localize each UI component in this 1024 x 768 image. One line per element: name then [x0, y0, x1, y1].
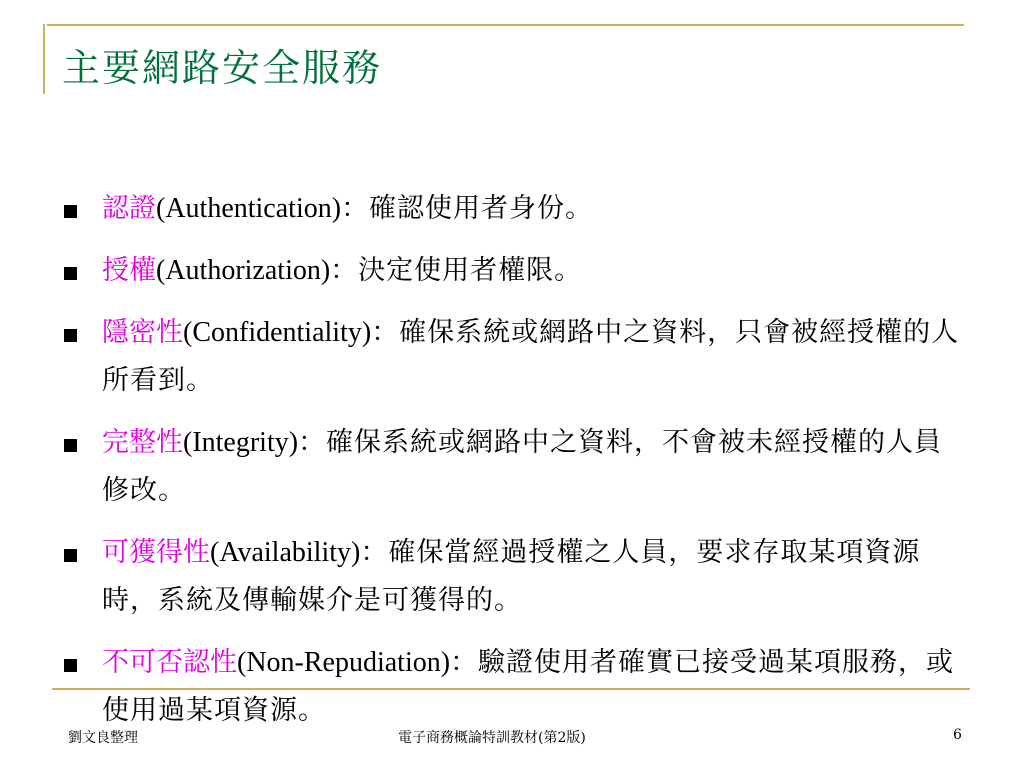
bullet-item-integrity	[62, 419, 962, 515]
square-bullet-icon	[64, 439, 77, 452]
bullet-description: ：確保系統或網路中之資料，只會被經授權的人所看到。	[102, 317, 960, 396]
footer-author: 劉文良整理	[68, 730, 138, 746]
bullet-description: ：確保系統或網路中之資料，不會被未經授權的人員修改。	[102, 427, 943, 506]
bullet-description: ：確認使用者身份。	[341, 193, 594, 224]
bullet-item-confidentiality	[62, 309, 962, 405]
footer-course-title: 電子商務概論特訓教材(第2版)	[398, 730, 586, 746]
bullet-description: ：確保當經過授權之人員，要求存取某項資源時，系統及傳輸媒介是可獲得的。	[102, 537, 921, 616]
bullet-term: 授權	[102, 255, 156, 286]
bullet-term: 隱密性	[102, 317, 183, 348]
bullet-term: 可獲得性	[102, 537, 210, 568]
square-bullet-icon	[64, 659, 77, 672]
bullet-item-availability	[62, 529, 962, 625]
bullet-description: ：決定使用者權限。	[330, 255, 583, 286]
bullet-term: 完整性	[102, 427, 183, 458]
bullet-item-non-repudiation	[62, 639, 962, 735]
slide-title: 主要網路安全服務	[62, 46, 383, 90]
page-number: 6	[953, 727, 962, 743]
bullet-english-term: (Authorization)	[156, 255, 331, 286]
bullet-english-term: (Authentication)	[156, 193, 342, 224]
bullet-english-term: (Availability)	[210, 537, 361, 568]
square-bullet-icon	[64, 205, 77, 218]
title-rule	[47, 24, 964, 26]
bullet-item-authorization	[62, 247, 962, 295]
bullet-term: 不可否認性	[102, 647, 237, 678]
square-bullet-icon	[64, 549, 77, 562]
title-vertical-rule	[43, 24, 45, 94]
square-bullet-icon	[64, 267, 77, 280]
bullet-description: ：驗證使用者確實已接受過某項服務，或使用過某項資源。	[102, 647, 955, 726]
footer-rule	[52, 688, 970, 690]
square-bullet-icon	[64, 329, 77, 342]
bullet-english-term: (Confidentiality)	[183, 317, 372, 348]
bullet-english-term: (Integrity)	[183, 427, 299, 458]
bullet-item-authentication	[62, 185, 962, 233]
bullet-term: 認證	[102, 193, 156, 224]
bullet-list	[62, 185, 962, 749]
bullet-english-term: (Non-Repudiation)	[237, 647, 451, 678]
